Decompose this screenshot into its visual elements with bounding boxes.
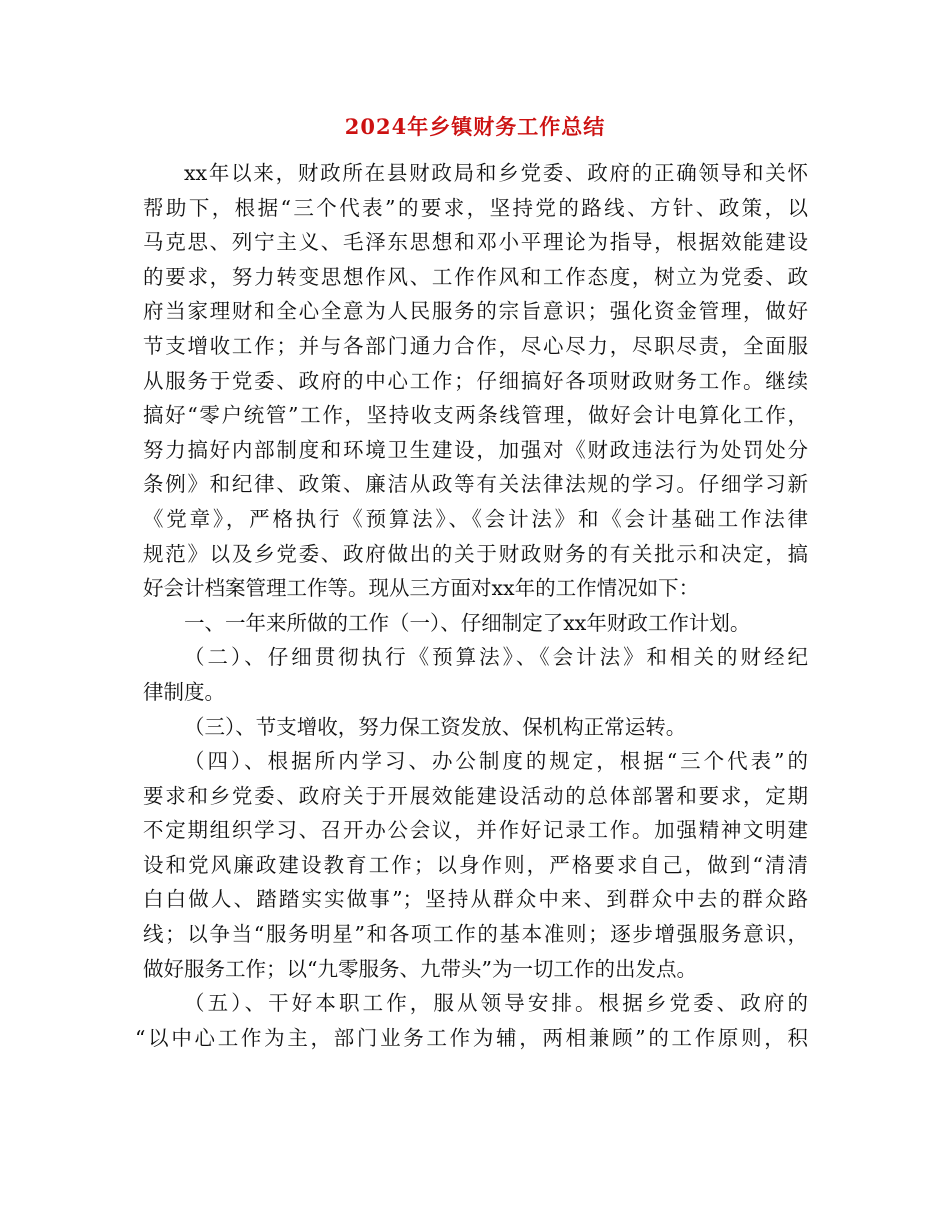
paragraph-line: 线；以争当“服务明星”和各项工作的基本准则；逐步增强服务意识， xyxy=(143,922,808,947)
paragraph-line: 节支增收工作；并与各部门通力合作，尽心尽力，尽职尽责，全面服 xyxy=(143,333,808,358)
paragraph-line: 设和党风廉政建设教育工作；以身作则，严格要求自己，做到“清清 xyxy=(143,852,808,877)
paragraph-line: （四）、根据所内学习、办公制度的规定，根据“三个代表”的 xyxy=(184,749,808,774)
document-body xyxy=(135,156,808,1055)
paragraph-line: 从服务于党委、政府的中心工作；仔细搞好各项财政财务工作。继续 xyxy=(143,368,808,393)
paragraph-line: 马克思、列宁主义、毛泽东思想和邓小平理论为指导，根据效能建设 xyxy=(143,230,808,255)
paragraph-line: （五）、干好本职工作，服从领导安排。根据乡党委、政府的 xyxy=(184,991,808,1016)
paragraph-line: 府当家理财和全心全意为人民服务的宗旨意识；强化资金管理，做好 xyxy=(143,299,808,324)
paragraph-line: “以中心工作为主，部门业务工作为辅，两相兼顾”的工作原则，积 xyxy=(135,1025,808,1050)
paragraph-line: （三）、节支增收，努力保工资发放、保机构正常运转。 xyxy=(184,714,687,739)
paragraph-line: 一、一年来所做的工作（一）、仔细制定了xx年财政工作计划。 xyxy=(184,610,751,635)
paragraph-line: 做好服务工作；以“九零服务、九带头”为一切工作的出发点。 xyxy=(143,956,697,981)
paragraph-line: 要求和乡党委、政府关于开展效能建设活动的总体部署和要求，定期 xyxy=(143,783,808,808)
paragraph-line: 《党章》，严格执行《预算法》、《会计法》和《会计基础工作法律 xyxy=(143,506,808,531)
paragraph-line: 律制度。 xyxy=(143,679,225,704)
paragraph-line: 不定期组织学习、召开办公会议，并作好记录工作。加强精神文明建 xyxy=(143,818,808,843)
paragraph-line: 努力搞好内部制度和环境卫生建设，加强对《财政违法行为处罚处分 xyxy=(143,437,808,462)
paragraph-line: 白白做人、踏踏实实做事”；坚持从群众中来、到群众中去的群众路 xyxy=(143,887,808,912)
paragraph-line: xx年以来，财政所在县财政局和乡党委、政府的正确领导和关怀 xyxy=(184,161,808,185)
paragraph-line: 帮助下，根据“三个代表”的要求，坚持党的路线、方针、政策，以 xyxy=(143,195,808,220)
paragraph-line: 搞好“零户统管”工作，坚持收支两条线管理，做好会计电算化工作， xyxy=(143,403,808,428)
paragraph-line: 的要求，努力转变思想作风、工作作风和工作态度，树立为党委、政 xyxy=(143,264,808,289)
paragraph-line: 规范》以及乡党委、政府做出的关于财政财务的有关批示和决定，搞 xyxy=(143,541,808,566)
paragraph-line: （二）、仔细贯彻执行《预算法》、《会计法》和相关的财经纪 xyxy=(184,645,808,670)
paragraph-line: 好会计档案管理工作等。现从三方面对xx年的工作情况如下： xyxy=(143,576,700,601)
document-title: 2024年乡镇财务工作总结 xyxy=(344,114,606,139)
paragraph-line: 条例》和纪律、政策、廉洁从政等有关法律法规的学习。仔细学习新 xyxy=(143,472,808,497)
